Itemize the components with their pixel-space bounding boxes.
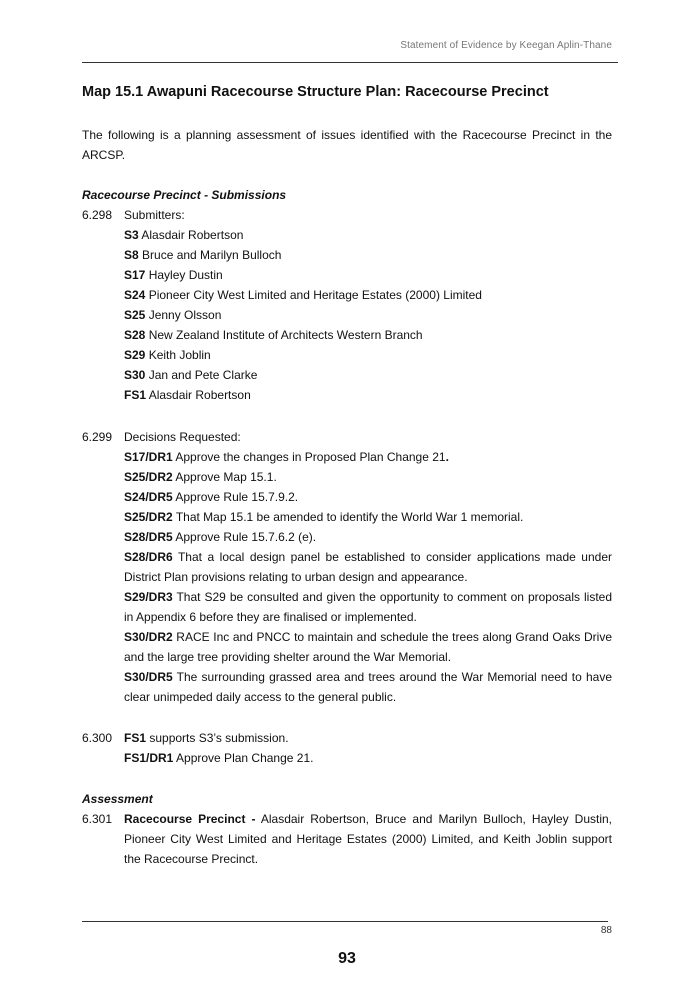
list-item: FS1 supports S3’s submission. xyxy=(124,731,289,745)
decision-list xyxy=(124,447,612,707)
list-item: S28/DR5 Approve Rule 15.7.6.2 (e). xyxy=(124,530,317,544)
header-rule xyxy=(82,62,618,63)
paragraph-lead: Decisions Requested: xyxy=(124,430,241,444)
list-item: S24/DR5 Approve Rule 15.7.9.2. xyxy=(124,490,299,504)
list-item: S30/DR5 The surrounding grassed area and trees around the War Memorial need to have clear unimpeded daily access to the general public. xyxy=(124,670,612,704)
list-item: S24 Pioneer City West Limited and Heritage Estates (2000) Limited xyxy=(124,288,482,302)
running-header: Statement of Evidence by Keegan Aplin-Thane xyxy=(400,40,612,51)
paragraph-number: 6.299 xyxy=(82,430,113,444)
paragraph-lead: Submitters: xyxy=(124,208,185,222)
page-number: 88 xyxy=(600,925,612,936)
intro-paragraph xyxy=(82,125,612,165)
footer-rule xyxy=(82,921,608,922)
submitter-list xyxy=(124,225,612,405)
list-item: S25/DR2 Approve Map 15.1. xyxy=(124,470,277,484)
list-item: S28/DR6 That a local design panel be established to consider applications made under District Plan provisions relating to urban design and appearance. xyxy=(124,550,612,584)
paragraph-number: 6.301 xyxy=(82,812,113,826)
page-title: Map 15.1 Awapuni Racecourse Structure Plan: Racecourse Precinct xyxy=(82,84,549,100)
paragraph-6-298 xyxy=(82,205,612,405)
list-item: S25/DR2 That Map 15.1 be amended to identify the World War 1 memorial. xyxy=(124,510,524,524)
intro-text: The following is a planning assessment of issues identified with the Racecourse Precinct in the ARCSP. xyxy=(82,128,612,162)
section-heading-assessment: Assessment xyxy=(82,792,153,806)
list-item: S29/DR3 That S29 be consulted and given the opportunity to comment on proposals listed in Appendix 6 before they are finalised or implemented. xyxy=(124,590,612,624)
paragraph-6-300 xyxy=(82,728,612,768)
list-item: FS1/DR1 Approve Plan Change 21. xyxy=(124,751,314,765)
paragraph-number: 6.300 xyxy=(82,731,113,745)
list-item: S29 Keith Joblin xyxy=(124,348,211,362)
section-heading-submissions: Racecourse Precinct - Submissions xyxy=(82,188,287,202)
list-item: S3 Alasdair Robertson xyxy=(124,228,244,242)
paragraph-6-299 xyxy=(82,427,612,707)
bundle-page-number: 93 xyxy=(338,950,356,967)
list-item: S8 Bruce and Marilyn Bulloch xyxy=(124,248,282,262)
list-item: S30 Jan and Pete Clarke xyxy=(124,368,258,382)
paragraph-body: Racecourse Precinct - Alasdair Robertson, Bruce and Marilyn Bulloch, Hayley Dustin, Pioneer City West Limited and Heritage Estates (2000) Limited, and Keith Joblin support the Racecourse Precinct. xyxy=(124,812,612,866)
paragraph-number: 6.298 xyxy=(82,208,113,222)
paragraph-6-301 xyxy=(82,809,612,869)
list-item: S28 New Zealand Institute of Architects Western Branch xyxy=(124,328,423,342)
list-item: S30/DR2 RACE Inc and PNCC to maintain and schedule the trees along Grand Oaks Drive and the large tree providing shelter around the War Memorial. xyxy=(124,630,612,664)
list-item: S17/DR1 Approve the changes in Proposed Plan Change 21. xyxy=(124,450,449,464)
list-item: S25 Jenny Olsson xyxy=(124,308,222,322)
list-item: S17 Hayley Dustin xyxy=(124,268,223,282)
list-item: FS1 Alasdair Robertson xyxy=(124,388,251,402)
